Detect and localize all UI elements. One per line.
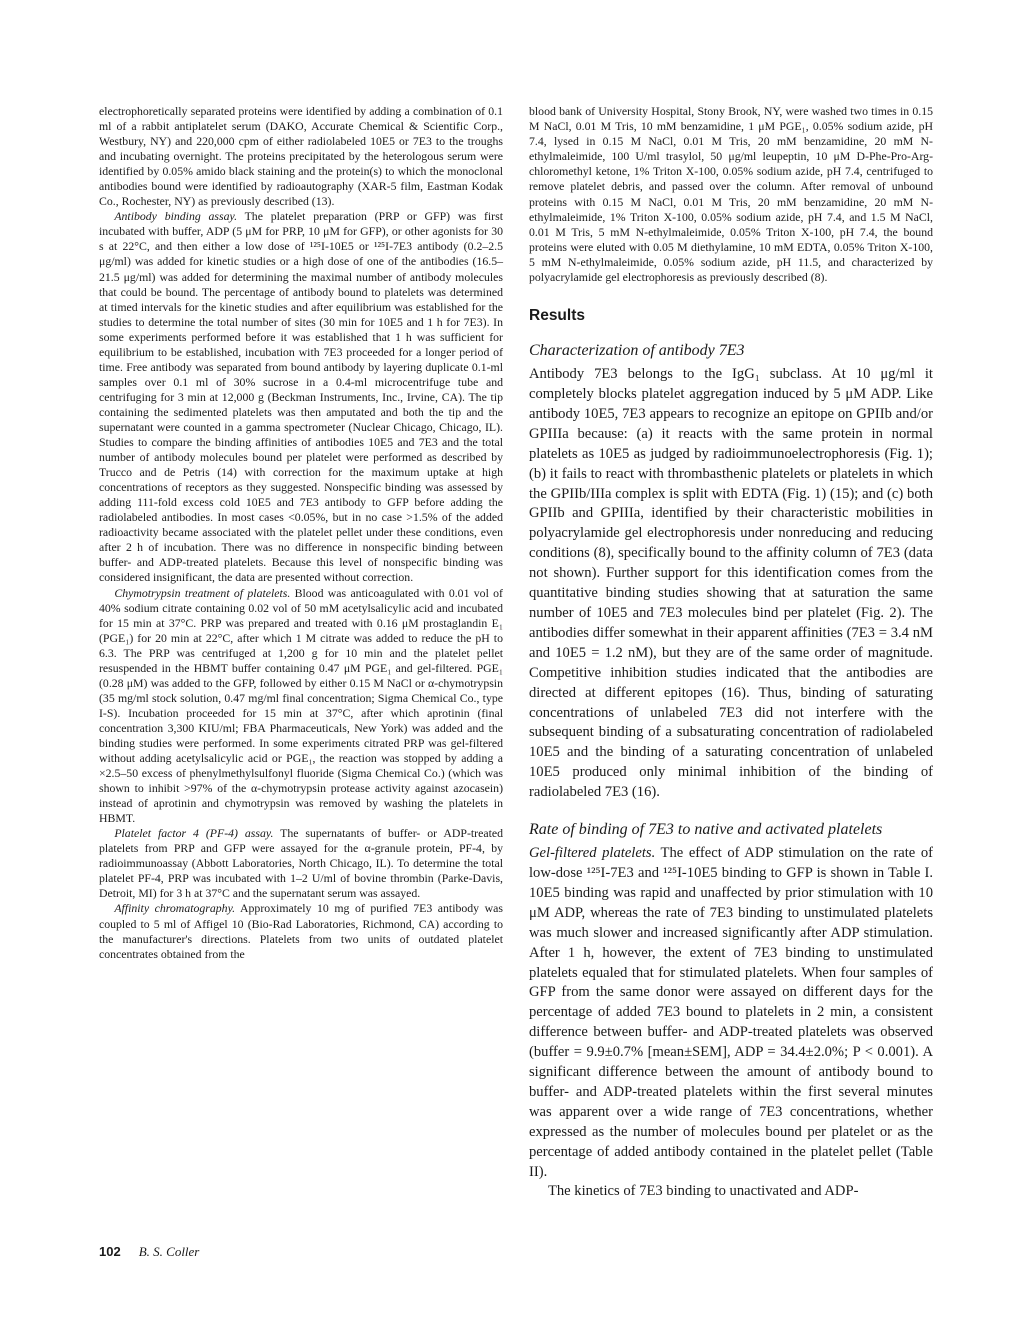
methods-paragraph-binding-assay xyxy=(99,209,503,585)
methods-paragraph-pf4 xyxy=(99,826,503,901)
methods-paragraph-electrophoresis: electrophoretically separated proteins were identified by adding a combination of 0.1 ml of a rabbit antiplatelet serum (DAKO, Accurate Chemical & Scientific Corp., Westbury, NY) and 220,000 cpm of either radiolabeled 10E5 or 7E3 to the troughs and incubating overnight. The proteins precipitated by the heterologous serum were identified by 0.05% amido black staining and the protein(s) to which the monoclonal antibodies bound were identified by radioautography (XAR-5 film, Eastman Kodak Co., Rochester, NY) as previously described (13). xyxy=(99,104,503,209)
run-in-heading: Affinity chromatography. xyxy=(114,901,236,916)
running-author: B. S. Coller xyxy=(138,1244,200,1259)
subheading-rate-of-binding: Rate of binding of 7E3 to native and activated platelets xyxy=(529,821,883,839)
results-paragraph-gel-filtered xyxy=(529,844,933,1182)
paragraph-body: The effect of ADP stimulation on the rate of low-dose ¹²⁵I-7E3 and ¹²⁵I-10E5 binding to GFP is shown in Table I. 10E5 binding was rapid and unaffected by prior stimulation with 10 μM ADP, whereas the rate of 7E3 binding to unstimulated platelets was much slower and increased significantly after ADP stimulation. After 1 h, however, the extent of 7E3 binding to unstimulated platelets equaled that for stimulated platelets. When four samples of GFP from the same donor were assayed on different days for the percentage of added 7E3 bound to platelets in 2 min, a consistent difference between buffer- and ADP-treated platelets was observed (buffer = 9.9±0.7% [mean±SEM], ADP = 34.4±2.0%; P < 0.001). A significant difference between the amount of antibody bound to buffer- and ADP-treated platelets within the first several minutes was apparent over a wide range of 7E3 concentrations, whether expressed as the number of molecules bound per platelet or as the percentage of added antibody contained in the platelet pellet (Table II). xyxy=(529,845,933,1180)
run-in-heading: Antibody binding assay. xyxy=(114,209,238,224)
methods-paragraph-affinity xyxy=(99,901,503,961)
paragraph-body: Approximately 10 mg of purified 7E3 antibody was coupled to 5 ml of Affigel 10 (Bio-Rad Laboratories, Richmond, CA) according to the manufacturer's directions. Platelets from two units of outdated platelet concentrates obtained from the xyxy=(99,901,503,961)
paragraph-body: Blood was anticoagulated with 0.01 vol of 40% sodium citrate containing 0.02 vol of 50 mM acetylsalicylic acid and incubated for 15 min at 37°C. PRP was prepared and treated with 0.16 μM prostaglandin E₁ (PGE₁) for 20 min at 22°C, after which 1 M citrate was added to reduce the pH to 6.3. The PRP was centrifuged at 1,200 g for 10 min and the platelet pellet resuspended in the HBMT buffer containing 0.47 μM PGE₁ and gel-filtered. PGE₁ (0.28 μM) was added to the GFP, followed by either 0.15 M NaCl or α-chymotrypsin (35 mg/ml stock solution, 0.47 mg/ml final concentration; Sigma Chemical Co., type I-S). Incubation proceeded for 15 min at 37°C, after which aprotinin (final concentration 3,300 KIU/ml; FBA Pharmaceuticals, New York) was added and the binding studies were performed. In some experiments citrated PRP was gel-filtered without adding acetylsalicylic acid or PGE₁, the reaction was stopped by adding a ×2.5–50 excess of phenylmethylsulfonyl fluoride (Sigma Chemical Co.) (which was shown to inhibit >97% of the α-chymotrypsin protease activity against azocasein) instead of aprotinin and chymotrypsin was removed by washing the platelets in HBMT. xyxy=(99,585,503,826)
paragraph-body: The supernatants of buffer- or ADP-treated platelets from PRP and GFP were assayed for the α-granule protein, PF-4, by radioimmunoassay (Abbott Laboratories, North Chicago, IL). To determine the total platelet PF-4, PRP was incubated with 1–2 U/ml of bovine thrombin (Parke-Davis, Detroit, MI) for 3 h at 37°C and the supernatant serum was assayed. xyxy=(99,826,503,901)
page-number: 102 xyxy=(99,1244,121,1259)
results-paragraph-kinetics: The kinetics of 7E3 binding to unactivated and ADP- xyxy=(547,1183,859,1200)
right-column xyxy=(529,104,933,1202)
results-heading: Results xyxy=(529,307,585,325)
methods-paragraph-continued: blood bank of University Hospital, Stony Brook, NY, were washed two times in 0.15 M NaCl, 0.01 M Tris, 10 mM benzamidine, 1 μM PGE₁, 0.05% sodium azide, pH 7.4, lysed in 0.15 M NaCl, 0.01 M Tris, 20 mM benzamidine, 20 mM N-ethylmaleimide, 100 U/ml trasylol, 50 μg/ml leupeptin, 10 μM D-Phe-Pro-Arg-chloromethyl ketone, 1% Triton X-100, 0.05% sodium azide, pH 7.4, centrifuged to remove platelet debris, and passed over the column. After removal of unbound proteins with 0.15 M NaCl, 0.01 M Tris, 20 mM benzamidine, 20 mM N-ethylmaleimide, 1% Triton X-100, 0.05% sodium azide, pH 7.4, and 1.5 M NaCl, 0.01 M Tris, 5 mM N-ethylmaleimide, 0.05% Triton X-100, pH 7.4, the bound proteins were eluted with 0.05 M diethylamine, 10 mM EDTA, 0.05% Triton X-100, 5 mM N-ethylmaleimide, 0.05% sodium azide, pH 11.5, and characterized by polyacrylamide gel electrophoresis as previously described (8). xyxy=(529,104,933,285)
left-column xyxy=(99,104,503,962)
run-in-heading: Platelet factor 4 (PF-4) assay. xyxy=(114,826,274,841)
page-footer xyxy=(99,1244,199,1260)
paragraph-body: The platelet preparation (PRP or GFP) was first incubated with buffer, ADP (5 μM for PRP, 10 μM for GFP), or other agonists for 30 s at 22°C, and then either a low dose of ¹²⁵I-10E5 or ¹²⁵I-7E3 antibody (0.2–2.5 μg/ml) was added for kinetic studies or a high dose of one of the antibodies (16.5–21.5 μg/ml) was added for determining the maximal number of antibody molecules that could be bound. The percentage of antibody bound to platelets was determined at timed intervals for the kinetic studies and after equilibrium was established for the studies to determine the total number of sites (30 min for 10E5 and 1 h for 7E3). In some experiments performed before it was established that 1 h was sufficient for equilibrium to be established, incubation with 7E3 proceeded for a longer period of time. Free antibody was separated from bound antibody by layering duplicate 0.1-ml samples over 0.1 ml of 30% sucrose in a 0.4-ml microcentrifuge tube and centrifuging for 3 min at 12,000 g (Beckman Instruments, Inc., Irvine, CA). The tip containing the sedimented platelets was then amputated and both the tip and the supernatant were counted in a gamma spectrometer (Nuclear Chicago, Chicago, IL). Studies to compare the binding affinities of antibodies 10E5 and 7E3 and the total number of antibody molecules bound per platelet were performed as described by Trucco and de Petris (14) with correction for the maximum uptake at high concentrations of receptors as they suggested. Nonspecific binding was assessed by adding 111-fold excess cold 10E5 and 7E3 antibody to GFP before adding the radiolabeled antibodies. In most cases <0.05%, but in no case >1.5% of the added radioactivity became associated with the platelet pellet under these conditions, even after 2 h of incubation. There was no difference in nonspecific binding between buffer- and ADP-treated platelets. Because this level of nonspecific binding was considered insignificant, the data are presented without correction. xyxy=(99,209,503,585)
run-in-heading: Gel-filtered platelets. xyxy=(529,845,656,862)
methods-paragraph-chymotrypsin xyxy=(99,586,503,827)
results-paragraph-characterization: Antibody 7E3 belongs to the IgG₁ subclass. At 10 μg/ml it completely blocks platelet aggregation induced by 5 μM ADP. Like antibody 10E5, 7E3 appears to recognize an epitope on GPIIb and/or GPIIIa because: (a) it reacts with the same protein in normal platelets as 10E5 as judged by radioimmunoelectrophoresis (Fig. 1); (b) it fails to react with thrombasthenic platelets or platelets in which the GPIIb/IIIa complex is split with EDTA (Fig. 1) (15); and (c) both GPIIb and GPIIIa, identified by their characteristic mobilities in polyacrylamide gel electrophoresis under nonreducing and reducing conditions (8), specifically bound to the affinity column of 7E3 (data not shown). Further support for this identification comes from the quantitative binding studies showing that at saturation the same number of 10E5 and 7E3 molecules bind per platelet (Fig. 2). The antibodies differ somewhat in their apparent affinities (7E3 = 3.4 nM and 10E5 = 1.2 nM), but they are of the same order of magnitude. Competitive inhibition studies indicated that the antibodies are directed at different epitopes (16). Thus, binding of saturating concentrations of unlabeled 7E3 did not interfere with the subsequent binding of a subsaturating concentration of radiolabeled 10E5 and the binding of a saturating concentration of unlabeled 10E5 produced only minimal inhibition of the binding of radiolabeled 7E3 (16). xyxy=(529,366,933,801)
run-in-heading: Chymotrypsin treatment of platelets. xyxy=(114,585,291,600)
subheading-characterization: Characterization of antibody 7E3 xyxy=(529,342,745,360)
